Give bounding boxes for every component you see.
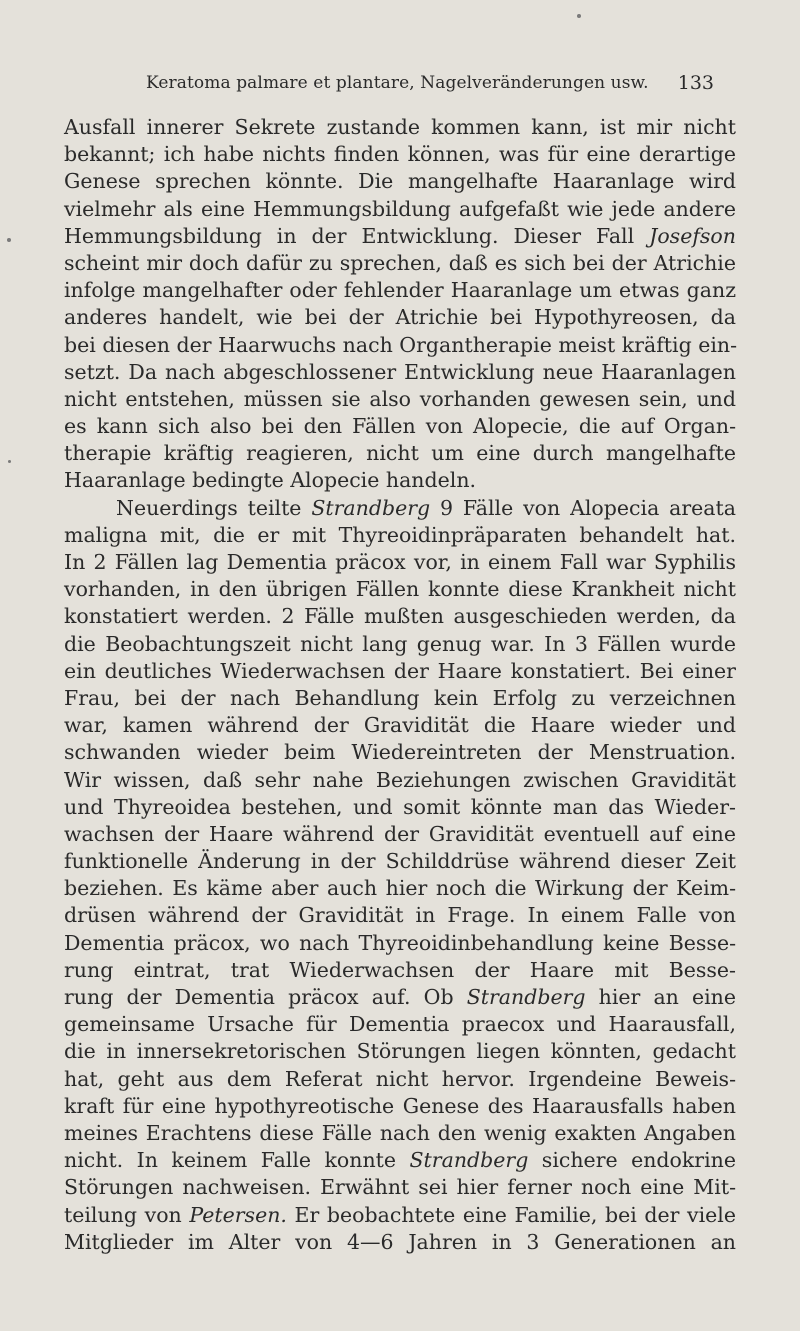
text-line: Ausfall innerer Sekrete zustande kommen kann, ist mir nicht	[64, 115, 736, 139]
text-line: Frau, bei der nach Behandlung kein Erfolg zu verzeichnen	[64, 685, 736, 710]
text-line: vielmehr als eine Hemmungsbildung aufgefaßt wie jede andere	[64, 196, 736, 221]
text-line: gemeinsame Ursache für Dementia praecox und Haarausfall,	[64, 1012, 736, 1037]
text-line: bekannt; ich habe nichts finden können, was für eine derartige	[64, 142, 736, 167]
text-line: Genese sprechen könnte. Die mangelhafte Haaranlage wird	[64, 169, 736, 194]
running-head: Keratoma palmare et plantare, Nagelveränderungen usw.	[146, 73, 649, 93]
text-line: anderes handelt, wie bei der Atrichie bei Hypothyreosen, da	[64, 305, 736, 330]
text-line: nicht entstehen, müssen sie also vorhanden gewesen sein, und	[64, 386, 736, 411]
text-line: die Beobachtungszeit nicht lang genug war. In 3 Fällen wurde	[64, 631, 736, 656]
page-header	[146, 70, 714, 96]
text-line: nicht. In keinem Falle konnte Strandberg sichere endokrine	[64, 1148, 736, 1173]
page-number: 133	[677, 72, 714, 94]
author-name: Petersen.	[189, 1202, 287, 1227]
ink-speck	[577, 14, 581, 18]
text-line: Mitglieder im Alter von 4—6 Jahren in 3 Generationen an	[64, 1229, 736, 1254]
text-line: Neuerdings teilte Strandberg 9 Fälle von Alopecia areata	[116, 495, 736, 520]
text-line: setzt. Da nach abgeschlossener Entwicklung neue Haaranlagen	[64, 359, 736, 384]
author-name: Josefson	[649, 223, 736, 248]
text-line: drüsen während der Gravidität in Frage. In einem Falle von	[64, 903, 736, 928]
text-line: Hemmungsbildung in der Entwicklung. Dieser Fall Josefson	[64, 223, 736, 248]
text-line: die in innersekretorischen Störungen liegen könnten, gedacht	[64, 1039, 736, 1064]
body-text	[64, 114, 736, 1256]
text-line: infolge mangelhafter oder fehlender Haaranlage um etwas ganz	[64, 278, 736, 303]
ink-speck	[7, 238, 11, 242]
text-line: rung der Dementia präcox auf. Ob Strandberg hier an eine	[64, 985, 737, 1009]
text-line: therapie kräftig reagieren, nicht um eine durch mangelhafte	[64, 441, 736, 466]
text-line: kraft für eine hypothyreotische Genese des Haarausfalls haben	[64, 1093, 736, 1118]
text-line: funktionelle Änderung in der Schilddrüse während dieser Zeit	[64, 849, 736, 874]
text-line: es kann sich also bei den Fällen von Alopecie, die auf Organ-	[64, 414, 736, 439]
text-line: schwanden wieder beim Wiedereintreten der Menstruation.	[64, 740, 736, 765]
text-line: wachsen der Haare während der Gravidität eventuell auf eine	[64, 821, 736, 846]
text-line: bei diesen der Haarwuchs nach Organtherapie meist kräftig ein-	[64, 332, 738, 357]
text-line: teilung von Petersen. Er beobachtete eine Familie, bei der viele	[64, 1202, 736, 1227]
text-line: In 2 Fällen lag Dementia präcox vor, in einem Fall war Syphilis	[64, 550, 736, 574]
text-line: war, kamen während der Gravidität die Haare wieder und	[64, 713, 736, 738]
text-line: Wir wissen, daß sehr nahe Beziehungen zwischen Gravidität	[64, 767, 736, 792]
text-line: beziehen. Es käme aber auch hier noch die Wirkung der Keim-	[64, 876, 736, 901]
text-line: Haaranlage bedingte Alopecie handeln.	[64, 468, 477, 493]
author-name: Strandberg	[466, 985, 586, 1009]
text-line: rung eintrat, trat Wiederwachsen der Haare mit Besse-	[64, 957, 736, 982]
text-line: meines Erachtens diese Fälle nach den wenig exakten Angaben	[64, 1120, 736, 1145]
ink-speck	[8, 460, 11, 463]
author-name: Strandberg	[409, 1148, 529, 1173]
text-line: Störungen nachweisen. Erwähnt sei hier ferner noch eine Mit-	[64, 1175, 736, 1200]
text-line: konstatiert werden. 2 Fälle mußten ausgeschieden werden, da	[64, 604, 736, 629]
text-line: ein deutliches Wiederwachsen der Haare konstatiert. Bei einer	[64, 658, 736, 683]
text-line: vorhanden, in den übrigen Fällen konnte diese Krankheit nicht	[64, 577, 736, 602]
text-line: Dementia präcox, wo nach Thyreoidinbehandlung keine Besse-	[64, 930, 736, 955]
text-line: scheint mir doch dafür zu sprechen, daß es sich bei der Atrichie	[64, 250, 736, 275]
text-line: maligna mit, die er mit Thyreoidinpräparaten behandelt hat.	[64, 522, 736, 547]
text-line: und Thyreoidea bestehen, und somit könnte man das Wieder-	[64, 794, 736, 819]
text-line: hat, geht aus dem Referat nicht hervor. Irgendeine Beweis-	[64, 1066, 736, 1091]
author-name: Strandberg	[311, 495, 431, 520]
